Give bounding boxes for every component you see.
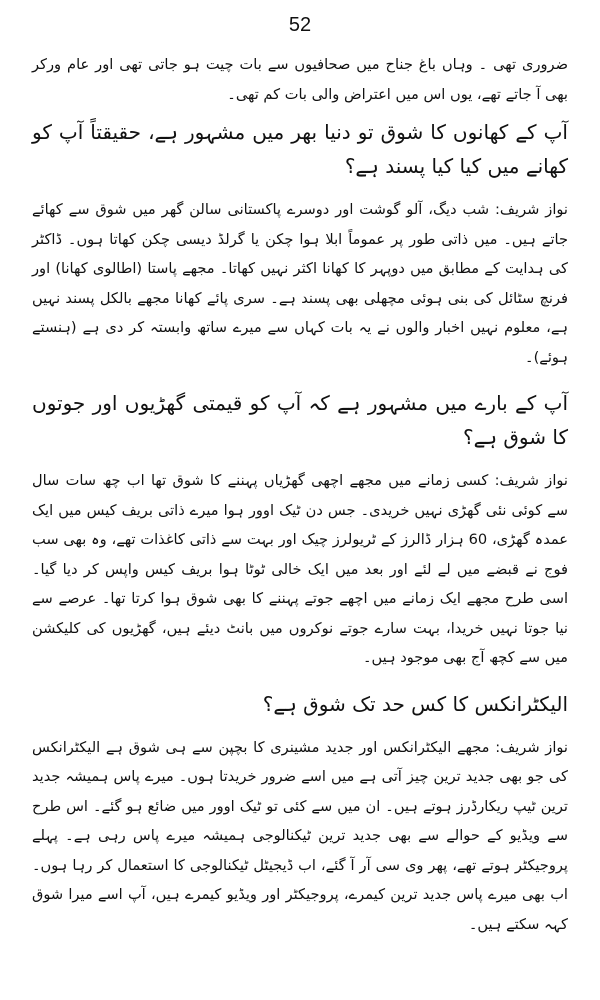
question-food: آپ کے کھانوں کا شوق تو دنیا بھر میں مشہور ہے، حقیقتاً آپ کو کھانے میں کیا کیا پسند ہے؟ bbox=[32, 120, 568, 178]
paragraph-intro: ضروری تھی ۔ وہاں باغ جناح میں صحافیوں سے بات چیت ہو جاتی تھی اور عام ورکر بھی آ جاتے تھے، یوں اس میں اعتراض والی بات کم تھی۔ bbox=[32, 56, 568, 103]
answer-watches-shoes: نواز شریف: کسی زمانے میں مجھے اچھی گھڑیاں پہننے کا شوق تھا اب چھ سات سال سے کوئی نئی گھڑی نہیں خریدی۔ جس دن ٹیک اوور ہوا میرے ذاتی بریف کیس میں ایک عمدہ گھڑی، 60 ہزار ڈالرز کے ٹریولرز چیک اور بہت سے ذاتی کاغذات تھے، وہ بھی سب فوج نے قبضے میں لے لئے اور بعد میں ایک خالی ٹوٹا ہوا بریف کیس واپس کر دیا گیا۔ اسی طرح مجھے ایک زمانے میں اچھے جوتے پہننے کا بھی شوق ہوا کرتا تھا۔ عرصے سے نیا جوتا نہیں خریدا، بہت سارے جوتے نوکروں میں بانٹ دیئے ہیں، گھڑیوں کی کلیکشن میں سے کچھ آج بھی موجود ہیں۔ bbox=[32, 472, 568, 666]
answer-electronics: نواز شریف: مجھے الیکٹرانکس اور جدید مشینری کا بچپن سے ہی شوق ہے الیکٹرانکس کی جو بھی جدید ترین چیز آتی ہے میں اسے ضرور خریدتا ہوں۔ میرے پاس ہمیشہ جدید ترین ٹیپ ریکارڈرز ہوتے ہیں۔ ان میں سے کئی تو ٹیک اوور میں ضائع ہو گئے۔ اس طرح سے ویڈیو کے حوالے سے بھی جدید ترین ٹیکنالوجی ہمیشہ میرے پاس رہی ہے۔ پہلے پروجیکٹر ہوتے تھے، پھر وی سی آر آ گئے، اب ڈیجیٹل ٹیکنالوجی کا استعمال کر رہا ہوں۔ اب بھی میرے پاس جدید ترین کیمرے، پروجیکٹر اور ویڈیو کیمرے ہیں، آپ اسے میرا شوق کہہ سکتے ہیں۔ bbox=[32, 738, 568, 933]
page-number: 52 bbox=[288, 14, 312, 36]
page-body bbox=[32, 50, 568, 945]
question-electronics: الیکٹرانکس کا کس حد تک شوق ہے؟ bbox=[262, 691, 568, 716]
answer-food: نواز شریف: شب دیگ، آلو گوشت اور دوسرے پاکستانی سالن گھر میں شوق سے کھائے جاتے ہیں۔ میں ذاتی طور پر عموماً ابلا ہوا چکن یا گرلڈ دیسی چکن کھاتا ہوں۔ ڈاکٹر کی ہدایت کے مطابق میں دوپہر کا کھانا اکثر نہیں کھاتا۔ مجھے پاستا (اطالوی کھانا) اور فرنچ سٹائل کی بنی ہوئی مچھلی بھی پسند ہے۔ سری پائے کھانا مجھے بالکل پسند نہیں ہے، معلوم نہیں اخبار والوں نے یہ بات کہاں سے میرے ساتھ وابستہ کر دی ہے (ہنستے ہوئے)۔ bbox=[32, 201, 568, 366]
question-watches-shoes: آپ کے بارے میں مشہور ہے کہ آپ کو قیمتی گھڑیوں اور جوتوں کا شوق ہے؟ bbox=[32, 391, 568, 449]
